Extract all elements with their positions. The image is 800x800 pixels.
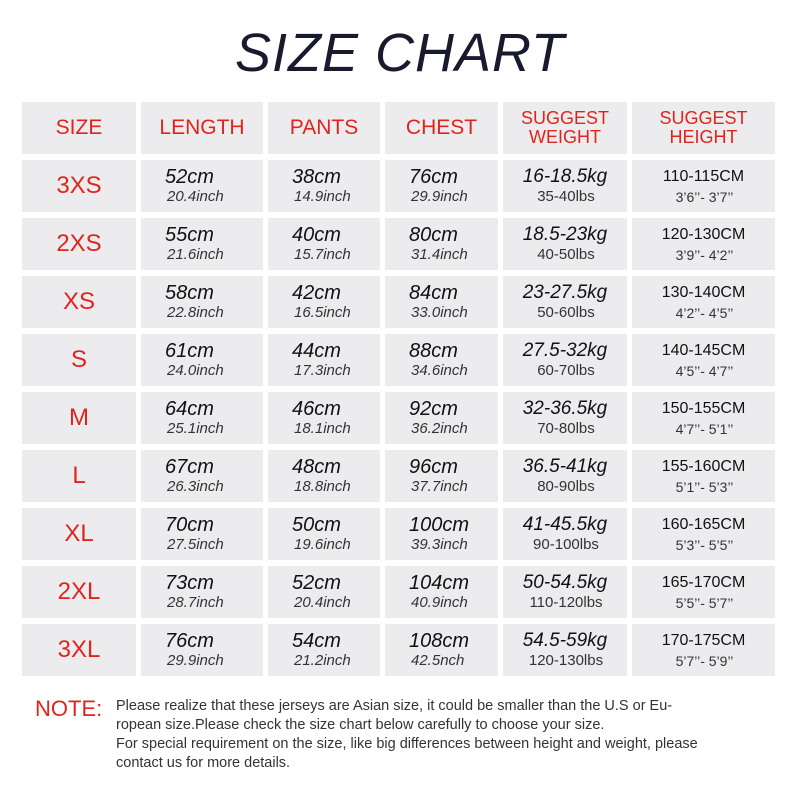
note-label: NOTE: bbox=[35, 696, 103, 721]
header-suggest-weight-word: SUGGEST bbox=[520, 108, 609, 128]
header-suggest-weight-word: WEIGHT bbox=[529, 127, 601, 147]
length-primary: 76cm bbox=[165, 630, 214, 652]
height-secondary: 4’5’’- 4’7’’ bbox=[675, 363, 734, 379]
height-cell bbox=[632, 508, 775, 560]
length-secondary: 20.4inch bbox=[167, 188, 224, 205]
header-size: SIZE bbox=[22, 102, 136, 154]
pants-primary: 40cm bbox=[292, 224, 341, 246]
height-primary: 170-175CM bbox=[661, 632, 746, 649]
height-cell bbox=[632, 218, 775, 270]
pants-cell bbox=[268, 508, 380, 560]
height-secondary: 3’6’’- 3’7’’ bbox=[675, 189, 734, 205]
size-label: 2XL bbox=[22, 566, 136, 618]
weight-secondary: 50-60lbs bbox=[537, 304, 595, 321]
length-primary: 55cm bbox=[165, 224, 214, 246]
weight-cell bbox=[503, 392, 627, 444]
chest-secondary: 36.2inch bbox=[411, 420, 468, 437]
note-text bbox=[116, 697, 786, 773]
chest-cell bbox=[385, 392, 498, 444]
size-label: S bbox=[22, 334, 136, 386]
height-primary: 120-130CM bbox=[661, 226, 746, 243]
pants-cell bbox=[268, 450, 380, 502]
pants-cell bbox=[268, 276, 380, 328]
chest-secondary: 33.0inch bbox=[411, 304, 468, 321]
weight-primary: 41-45.5kg bbox=[522, 514, 608, 535]
weight-cell bbox=[503, 334, 627, 386]
weight-cell bbox=[503, 160, 627, 212]
pants-cell bbox=[268, 218, 380, 270]
chest-primary: 108cm bbox=[409, 630, 470, 652]
length-cell bbox=[141, 276, 263, 328]
chest-primary: 76cm bbox=[409, 166, 458, 188]
length-secondary: 25.1inch bbox=[167, 420, 224, 437]
weight-secondary: 60-70lbs bbox=[537, 362, 595, 379]
header-length: LENGTH bbox=[141, 102, 263, 154]
pants-secondary: 21.2inch bbox=[294, 652, 351, 669]
chest-secondary: 39.3inch bbox=[411, 536, 468, 553]
height-cell bbox=[632, 276, 775, 328]
pants-primary: 52cm bbox=[292, 572, 341, 594]
header-pants: PANTS bbox=[268, 102, 380, 154]
pants-secondary: 20.4inch bbox=[294, 594, 351, 611]
pants-primary: 44cm bbox=[292, 340, 341, 362]
chest-cell bbox=[385, 334, 498, 386]
pants-secondary: 15.7inch bbox=[294, 246, 351, 263]
chest-secondary: 42.5nch bbox=[411, 652, 465, 669]
length-secondary: 29.9inch bbox=[167, 652, 224, 669]
chest-cell bbox=[385, 566, 498, 618]
weight-primary: 50-54.5kg bbox=[522, 572, 608, 593]
weight-primary: 27.5-32kg bbox=[522, 340, 608, 361]
chest-secondary: 29.9inch bbox=[411, 188, 468, 205]
pants-primary: 54cm bbox=[292, 630, 341, 652]
length-primary: 70cm bbox=[165, 514, 214, 536]
weight-primary: 23-27.5kg bbox=[522, 282, 608, 303]
pants-secondary: 18.8inch bbox=[294, 478, 351, 495]
weight-secondary: 110-120lbs bbox=[529, 594, 603, 611]
chest-secondary: 31.4inch bbox=[411, 246, 468, 263]
chest-secondary: 37.7inch bbox=[411, 478, 468, 495]
length-secondary: 24.0inch bbox=[167, 362, 224, 379]
length-cell bbox=[141, 508, 263, 560]
weight-cell bbox=[503, 566, 627, 618]
length-primary: 64cm bbox=[165, 398, 214, 420]
weight-cell bbox=[503, 624, 627, 676]
pants-secondary: 16.5inch bbox=[294, 304, 351, 321]
length-cell bbox=[141, 392, 263, 444]
weight-secondary: 35-40lbs bbox=[537, 188, 595, 205]
header-suggest-weight bbox=[503, 102, 627, 154]
pants-secondary: 14.9inch bbox=[294, 188, 351, 205]
chest-primary: 92cm bbox=[409, 398, 458, 420]
weight-primary: 36.5-41kg bbox=[522, 456, 608, 477]
chest-primary: 96cm bbox=[409, 456, 458, 478]
chest-secondary: 40.9inch bbox=[411, 594, 468, 611]
chest-secondary: 34.6inch bbox=[411, 362, 468, 379]
weight-primary: 32-36.5kg bbox=[522, 398, 608, 419]
weight-secondary: 80-90lbs bbox=[537, 478, 595, 495]
pants-cell bbox=[268, 566, 380, 618]
size-label: 3XS bbox=[22, 160, 136, 212]
size-label: XL bbox=[22, 508, 136, 560]
pants-secondary: 17.3inch bbox=[294, 362, 351, 379]
header-suggest-height-word: SUGGEST bbox=[659, 108, 748, 128]
weight-primary: 54.5-59kg bbox=[522, 630, 608, 651]
height-cell bbox=[632, 334, 775, 386]
height-primary: 160-165CM bbox=[661, 516, 746, 533]
chest-primary: 104cm bbox=[409, 572, 470, 594]
length-secondary: 26.3inch bbox=[167, 478, 224, 495]
weight-secondary: 90-100lbs bbox=[533, 536, 599, 553]
height-cell bbox=[632, 624, 775, 676]
pants-secondary: 18.1inch bbox=[294, 420, 351, 437]
length-primary: 58cm bbox=[165, 282, 214, 304]
weight-cell bbox=[503, 508, 627, 560]
chest-primary: 84cm bbox=[409, 282, 458, 304]
length-secondary: 21.6inch bbox=[167, 246, 224, 263]
length-primary: 67cm bbox=[165, 456, 214, 478]
chest-primary: 88cm bbox=[409, 340, 458, 362]
pants-cell bbox=[268, 392, 380, 444]
length-cell bbox=[141, 566, 263, 618]
length-primary: 61cm bbox=[165, 340, 214, 362]
chest-cell bbox=[385, 276, 498, 328]
note-line: ropean size.Please check the size chart below carefully to choose your size. bbox=[116, 717, 605, 733]
chest-cell bbox=[385, 450, 498, 502]
chest-primary: 100cm bbox=[409, 514, 470, 536]
weight-cell bbox=[503, 276, 627, 328]
length-primary: 52cm bbox=[165, 166, 214, 188]
weight-cell bbox=[503, 218, 627, 270]
height-primary: 110-115CM bbox=[662, 168, 745, 185]
height-cell bbox=[632, 392, 775, 444]
page-title: SIZE CHART bbox=[234, 23, 566, 83]
size-label: 2XS bbox=[22, 218, 136, 270]
pants-primary: 50cm bbox=[292, 514, 341, 536]
length-secondary: 27.5inch bbox=[167, 536, 224, 553]
pants-cell bbox=[268, 624, 380, 676]
length-primary: 73cm bbox=[165, 572, 214, 594]
weight-secondary: 120-130lbs bbox=[528, 652, 604, 669]
header-chest: CHEST bbox=[385, 102, 498, 154]
length-cell bbox=[141, 218, 263, 270]
length-cell bbox=[141, 160, 263, 212]
height-cell bbox=[632, 160, 775, 212]
pants-primary: 42cm bbox=[292, 282, 341, 304]
height-secondary: 4’2’’- 4’5’’ bbox=[675, 305, 734, 321]
pants-primary: 48cm bbox=[292, 456, 341, 478]
chest-cell bbox=[385, 160, 498, 212]
height-primary: 150-155CM bbox=[661, 400, 746, 417]
height-secondary: 5’3’’- 5’5’’ bbox=[675, 537, 734, 553]
length-cell bbox=[141, 334, 263, 386]
header-suggest-height bbox=[632, 102, 775, 154]
weight-cell bbox=[503, 450, 627, 502]
height-secondary: 4’7’’- 5’1’’ bbox=[675, 421, 734, 437]
size-label: L bbox=[22, 450, 136, 502]
chest-primary: 80cm bbox=[409, 224, 458, 246]
height-secondary: 3’9’’- 4’2’’ bbox=[675, 247, 734, 263]
height-secondary: 5’5’’- 5’7’’ bbox=[675, 595, 734, 611]
weight-primary: 16-18.5kg bbox=[522, 166, 608, 187]
length-secondary: 28.7inch bbox=[167, 594, 224, 611]
size-label: XS bbox=[22, 276, 136, 328]
height-cell bbox=[632, 450, 775, 502]
height-secondary: 5’1’’- 5’3’’ bbox=[675, 479, 734, 495]
height-primary: 140-145CM bbox=[661, 342, 746, 359]
chest-cell bbox=[385, 218, 498, 270]
height-secondary: 5’7’’- 5’9’’ bbox=[675, 653, 734, 669]
height-cell bbox=[632, 566, 775, 618]
pants-primary: 38cm bbox=[292, 166, 341, 188]
chest-cell bbox=[385, 624, 498, 676]
weight-primary: 18.5-23kg bbox=[522, 224, 608, 245]
note-line: contact us for more details. bbox=[116, 755, 291, 771]
height-primary: 155-160CM bbox=[661, 458, 746, 475]
height-primary: 165-170CM bbox=[661, 574, 746, 591]
chest-cell bbox=[385, 508, 498, 560]
pants-cell bbox=[268, 160, 380, 212]
note-line: Please realize that these jerseys are Asian size, it could be smaller than the U.S or Eu- bbox=[116, 698, 673, 714]
length-cell bbox=[141, 450, 263, 502]
length-cell bbox=[141, 624, 263, 676]
size-label: 3XL bbox=[22, 624, 136, 676]
size-label: M bbox=[22, 392, 136, 444]
weight-secondary: 40-50lbs bbox=[537, 246, 595, 263]
pants-cell bbox=[268, 334, 380, 386]
size-chart-table bbox=[22, 102, 774, 676]
weight-secondary: 70-80lbs bbox=[537, 420, 595, 437]
height-primary: 130-140CM bbox=[661, 284, 746, 301]
pants-primary: 46cm bbox=[292, 398, 341, 420]
header-suggest-height-word: HEIGHT bbox=[669, 127, 738, 147]
length-secondary: 22.8inch bbox=[167, 304, 224, 321]
note-line: For special requirement on the size, like big differences between height and weight, please bbox=[116, 736, 698, 752]
pants-secondary: 19.6inch bbox=[294, 536, 351, 553]
